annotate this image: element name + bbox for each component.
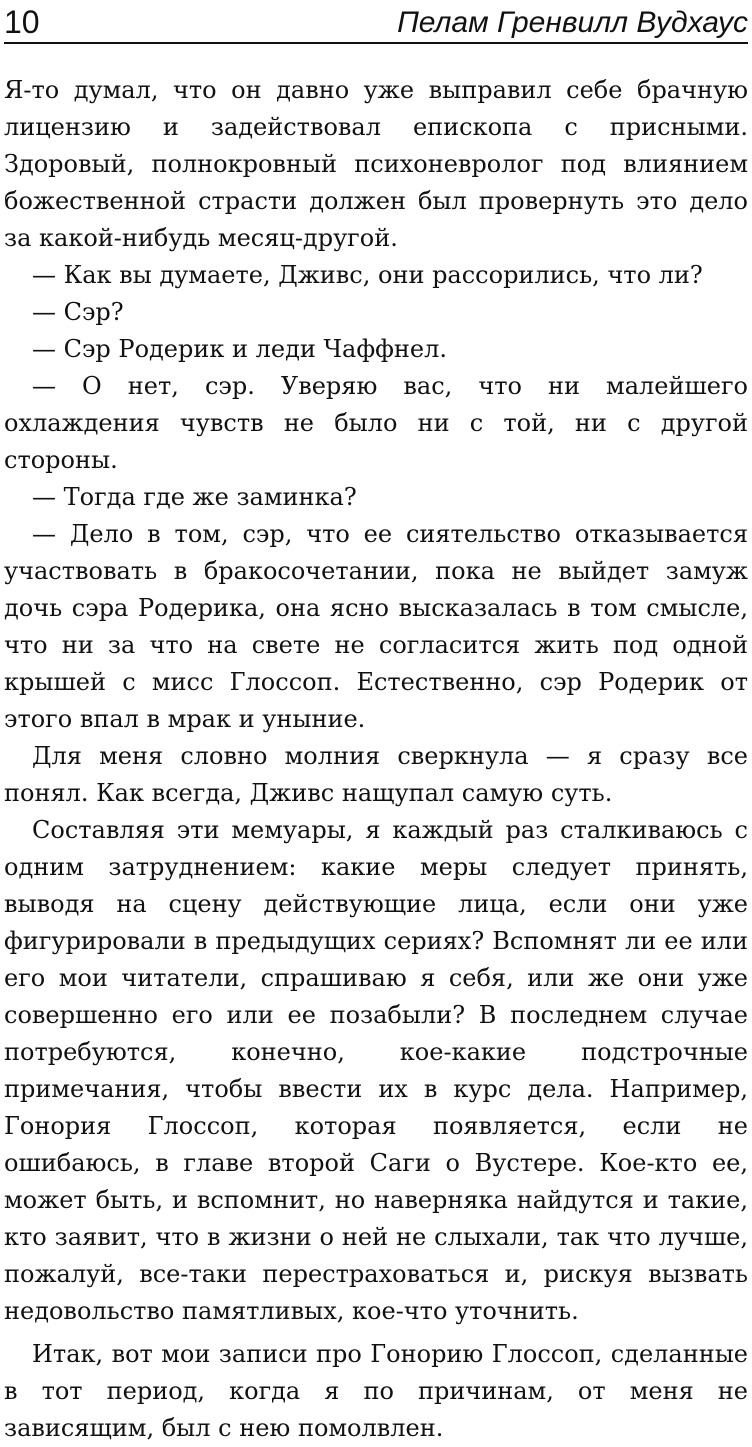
page-header — [4, 0, 748, 44]
paragraph: — Как вы думаете, Дживс, они рассорились, что ли? — [32, 261, 703, 289]
body-text — [4, 72, 748, 1447]
paragraph: — Сэр? — [32, 298, 124, 326]
paragraph: Итак, вот мои записи про Гонорию Глоссоп, сделанные в тот период, когда я по причинам, от меня не зависящим, был с нею помолвлен. — [4, 1340, 748, 1442]
page-number: 10 — [4, 4, 40, 40]
paragraph: — Дело в том, сэр, что ее сиятельство отказывается участвовать в бракосочетании, пока не выйдет замуж дочь сэра Родерика, она ясно высказалась в том смысле, что ни за что на свете не согласится жить под одной крышей с мисс Глоссоп. Естественно, сэр Родерик от этого впал в мрак и уныние. — [4, 520, 748, 733]
running-head: Пелам Гренвилл Вудхаус — [397, 6, 748, 39]
paragraph: — Тогда где же заминка? — [32, 483, 357, 511]
paragraph: — Сэр Родерик и леди Чаффнел. — [32, 335, 447, 363]
paragraph: Я-то думал, что он давно уже выправил себе брачную лицензию и задействовал епископа с присными. Здоровый, полнокровный психоневролог под влиянием божественной страсти должен был провернуть это дело за какой-нибудь месяц-другой. — [4, 76, 748, 252]
paragraph: — О нет, сэр. Уверяю вас, что ни малейшего охлаждения чувств не было ни с той, ни с другой стороны. — [4, 372, 748, 474]
paragraph: Составляя эти мемуары, я каждый раз сталкиваюсь с одним затруднением: какие меры следует принять, выводя на сцену действующие лица, если они уже фигурировали в предыдущих сериях? Вспомнят ли ее или его мои читатели, спрашиваю я себя, или же они уже совершенно его или ее позабыли? В последнем случае потребуются, конечно, кое-какие подстрочные примечания, чтобы ввести их в курс дела. Например, Гонория Глоссоп, которая появляется, если не ошибаюсь, в главе второй Саги о Вустере. Кое-кто ее, может быть, и вспомнит, но наверняка найдутся и такие, кто заявит, что в жизни о ней не слыхали, так что лучше, пожалуй, все-таки перестраховаться и, рискуя вызвать недовольство памятливых, кое-что уточнить. — [4, 816, 748, 1325]
paragraph: Для меня словно молния сверкнула — я сразу все понял. Как всегда, Дживс нащупал самую суть. — [4, 742, 748, 807]
